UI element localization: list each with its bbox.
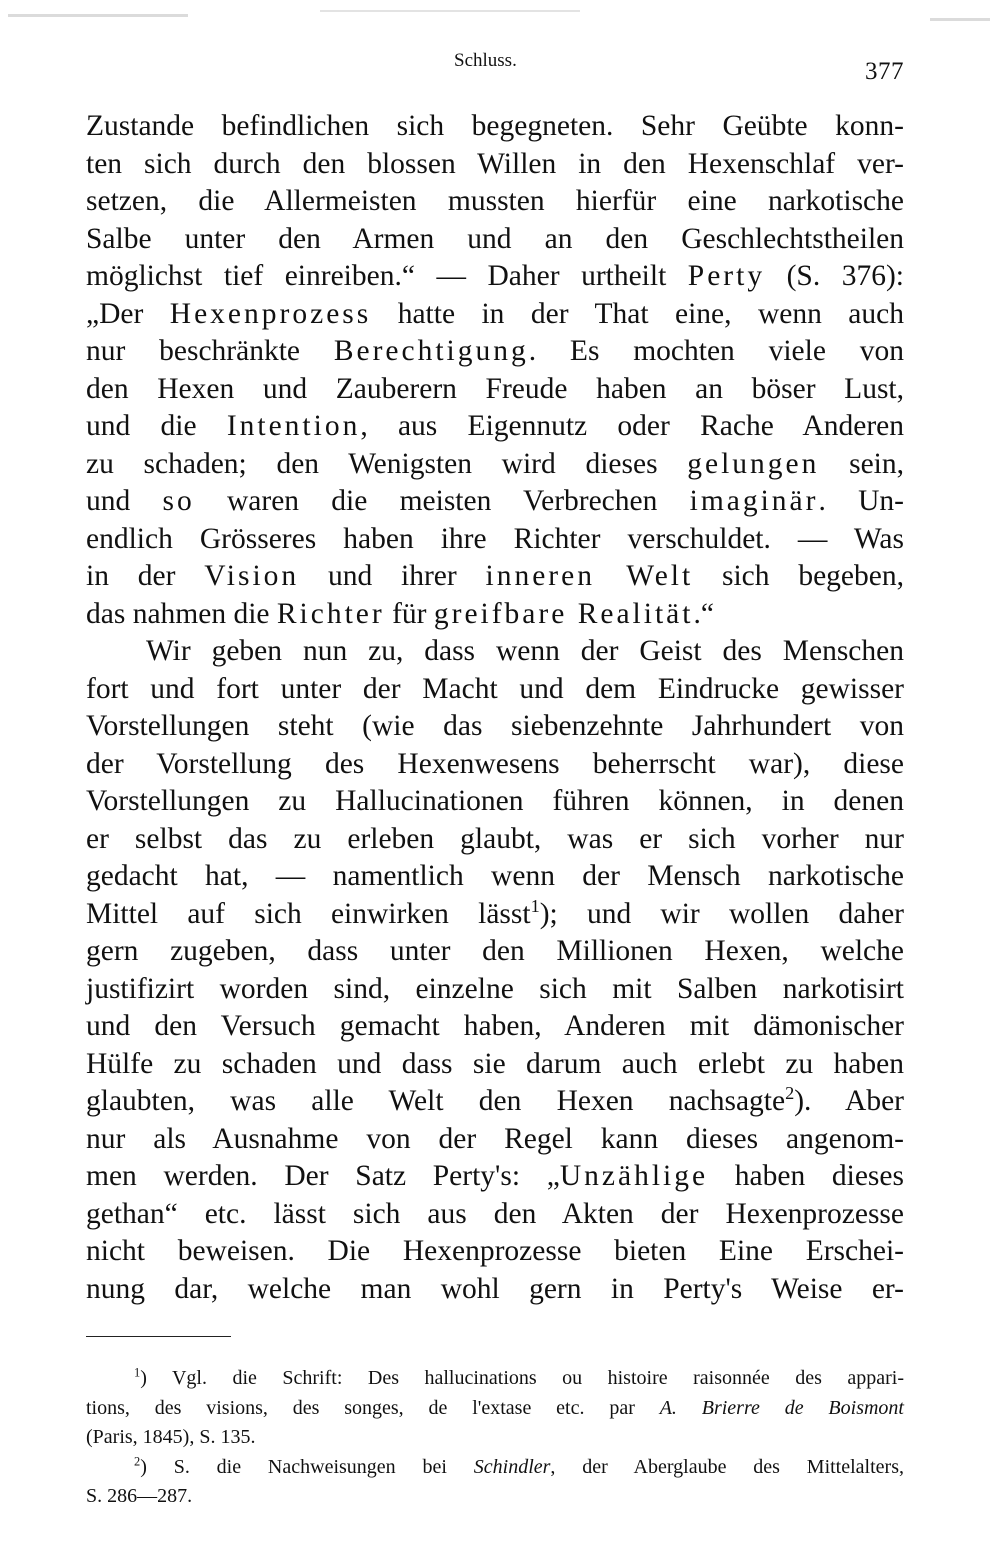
text-line: men werden. Der Satz Perty's: „Unzählige haben dieses xyxy=(86,1160,904,1192)
text-line: gern zugeben, dass unter den Millionen Hexen, welche xyxy=(86,935,904,967)
emphasis: Hexenprozess xyxy=(169,297,372,330)
text-line: und so waren die meisten Verbrechen imaginär. Un- xyxy=(86,485,904,517)
text-line: justifizirt worden sind, einzelne sich mit Salben narkotisirt xyxy=(86,972,904,1005)
scan-noise xyxy=(320,10,580,12)
page-header xyxy=(86,48,904,88)
footnote-1: $^1$) Vgl. die Schrift: Des hallucinations ou histoire raisonnée des appari- xyxy=(134,1365,904,1389)
text-line: gethan“ etc. lässt sich aus den Akten der Hexenprozesse xyxy=(86,1197,904,1230)
text-line: nicht beweisen. Die Hexenprozesse bieten Eine Erschei- xyxy=(86,1235,904,1267)
emphasis: inneren Welt xyxy=(485,560,694,592)
emphasis: Richter xyxy=(276,597,385,630)
footnote-2-cont: S. 286—287. xyxy=(86,1485,193,1507)
footnote-marker: 2 xyxy=(134,1453,141,1468)
text-line: nur als Ausnahme von der Regel kann dieses angenom- xyxy=(86,1122,904,1155)
text-line: endlich Grösseres haben ihre Richter verschuldet. — Was xyxy=(86,522,904,555)
text-line: Mittel auf sich einwirken lässt$^1$); und wir wollen daher xyxy=(86,895,904,930)
footnote-divider xyxy=(86,1336,231,1337)
emphasis: Vision xyxy=(204,560,300,592)
emphasis: gelungen xyxy=(687,447,820,480)
text-line: Salbe unter den Armen und an den Geschlechtstheilen xyxy=(86,222,904,255)
running-title: Schluss. xyxy=(454,50,517,71)
emphasis: so xyxy=(162,485,195,517)
footnote-2: $^2$) S. die Nachweisungen bei Schindler, der Aberglaube des Mittelalters, xyxy=(134,1453,904,1478)
text-line: der Vorstellung des Hexenwesens beherrscht war), diese xyxy=(86,747,904,780)
main-text xyxy=(86,108,904,1308)
footnotes xyxy=(86,1364,904,1512)
text-line: Hülfe zu schaden und dass sie darum auch erlebt zu haben xyxy=(86,1047,904,1080)
text-line: zu schaden; den Wenigsten wird dieses gelungen sein, xyxy=(86,447,904,480)
footnote-1-cont: tions, des visions, des songes, de l'extase etc. par A. Brierre de Boismont xyxy=(86,1396,904,1419)
text-line: und die Intention, aus Eigennutz oder Rache Anderen xyxy=(86,410,904,442)
emphasis: Perty xyxy=(687,260,766,292)
text-line: Vorstellungen zu Hallucinationen führen können, in denen xyxy=(86,785,904,817)
text-line: gedacht hat, — namentlich wenn der Mensch narkotische xyxy=(86,860,904,892)
footnote-1-cont: (Paris, 1845), S. 135. xyxy=(86,1426,256,1448)
author-name: Schindler xyxy=(473,1455,551,1478)
text-line: ten sich durch den blossen Willen in den Hexenschlaf ver- xyxy=(86,147,904,180)
text-line: und den Versuch gemacht haben, Anderen mit dämonischer xyxy=(86,1010,904,1042)
text-line: er selbst das zu erleben glaubt, was er sich vorher nur xyxy=(86,822,904,855)
scan-noise xyxy=(930,18,990,21)
emphasis: imaginär xyxy=(689,485,819,517)
text-line: nur beschränkte Berechtigung. Es mochten viele von xyxy=(86,335,904,367)
text-line: möglichst tief einreiben.“ — Daher urtheilt Perty (S. 376): xyxy=(86,260,904,292)
text-line: das nahmen die Richter für greifbare Realität.“ xyxy=(86,597,714,630)
text-line: glaubten, was alle Welt den Hexen nachsagte$^2$). Aber xyxy=(86,1083,905,1117)
text-line: in der Vision und ihrer inneren Welt sich begeben, xyxy=(86,560,904,592)
author-name: A. Brierre de Boismont xyxy=(659,1396,904,1419)
page-number: 377 xyxy=(865,58,904,85)
text-line: Vorstellungen steht (wie das siebenzehnte Jahrhundert von xyxy=(86,710,904,742)
text-line: Wir geben nun zu, dass wenn der Geist des Menschen xyxy=(146,635,904,667)
emphasis: greifbare Realität xyxy=(433,597,694,630)
footnote-marker: 1 xyxy=(134,1365,141,1380)
text-line: fort und fort unter der Macht und dem Eindrucke gewisser xyxy=(86,672,904,705)
emphasis: Unzählige xyxy=(559,1160,709,1192)
text-line: den Hexen und Zauberern Freude haben an böser Lust, xyxy=(86,372,904,405)
emphasis: Berechtigung xyxy=(333,335,529,367)
scan-noise xyxy=(8,14,188,17)
text-line: „Der Hexenprozess hatte in der That eine, wenn auch xyxy=(86,297,904,330)
emphasis: Intention xyxy=(226,410,361,442)
footnote-ref: 1 xyxy=(530,895,540,916)
text-line: setzen, die Allermeisten mussten hierfür eine narkotische xyxy=(86,185,904,217)
text-line: nung dar, welche man wohl gern in Perty's Weise er- xyxy=(86,1272,904,1305)
text-line: Zustande befindlichen sich begegneten. Sehr Geübte konn- xyxy=(86,110,904,142)
footnote-ref: 2 xyxy=(785,1083,795,1104)
